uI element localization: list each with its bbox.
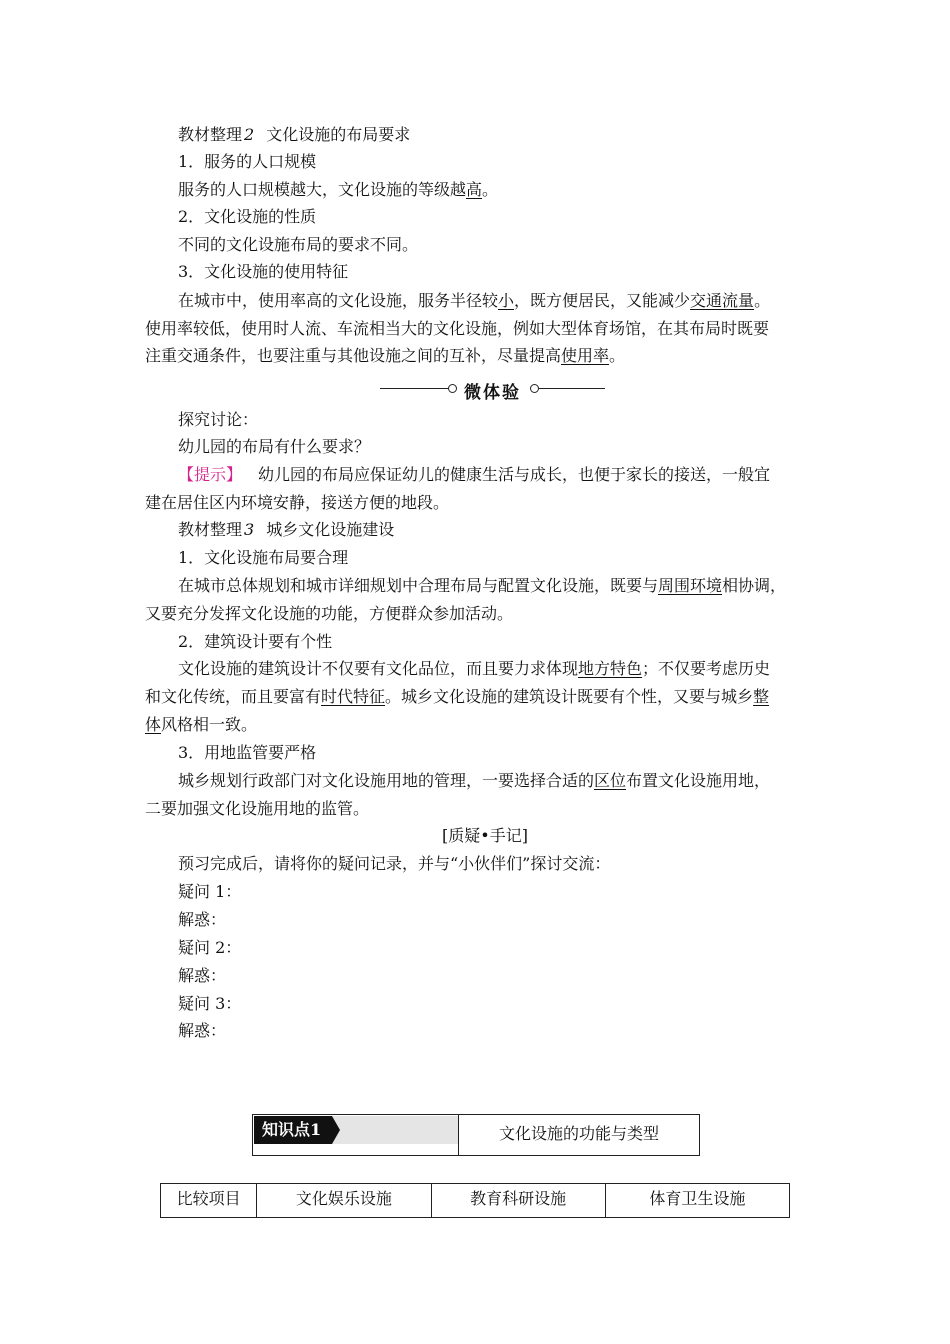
knowledge-point-title: 文化设施的功能与类型 — [498, 1124, 659, 1143]
paragraph-line — [178, 659, 770, 679]
divider-dot-right — [530, 384, 539, 393]
section-number: 2 — [244, 125, 255, 144]
section-3-heading — [178, 520, 394, 540]
paragraph-line — [178, 771, 770, 791]
note-item: 疑问 3： — [178, 994, 242, 1013]
divider-rule-right — [539, 388, 605, 389]
text-run: 布置文化设施用地， — [626, 771, 771, 790]
text-run: 。 — [609, 346, 626, 365]
table-header-cell: 教育科研设施 — [431, 1184, 605, 1218]
paragraph-line: 二要加强文化设施用地的监管。 — [145, 799, 370, 818]
knowledge-point-box — [252, 1114, 700, 1156]
subheading: 1．文化设施布局要合理 — [178, 548, 349, 567]
paragraph-line — [145, 346, 625, 366]
section-title: 文化设施的布局要求 — [266, 125, 411, 144]
notes-intro: 预习完成后，请将你的疑问记录，并与“小伙伴们”探讨交流： — [178, 854, 611, 873]
section-number: 3 — [244, 520, 255, 539]
table-header-row — [161, 1184, 790, 1218]
note-item: 疑问 1： — [178, 882, 242, 901]
paragraph-line: 使用率较低，使用时人流、车流相当大的文化设施，例如大型体育场馆，在其布局时既要 — [145, 319, 770, 338]
subheading: 1．服务的人口规模 — [178, 152, 317, 171]
text-run: 和文化传统，而且要富有 — [145, 687, 322, 706]
text-run: ；不仅要考虑历史 — [642, 659, 771, 678]
subheading: 2．建筑设计要有个性 — [178, 632, 333, 651]
knowledge-point-label: 知识点1 — [254, 1116, 332, 1144]
comparison-table — [160, 1183, 790, 1218]
paragraph-line: 又要充分发挥文化设施的功能，方便群众参加活动。 — [145, 604, 514, 623]
text-run: 。 — [482, 180, 499, 199]
subheading: 3．用地监管要严格 — [178, 743, 317, 762]
text-run: 。 — [754, 291, 771, 310]
notes-title-text: [质疑•手记] — [442, 826, 528, 845]
underlined-answer: 交通流量 — [690, 291, 755, 310]
paragraph-line — [145, 687, 769, 707]
note-item: 解惑： — [178, 1021, 227, 1040]
tip-line: 建在居住区内环境安静，接送方便的地段。 — [145, 493, 450, 512]
paragraph-line — [145, 715, 257, 735]
text-run: 在城市总体规划和城市详细规划中合理布局与配置文化设施，既要与 — [178, 576, 659, 595]
text-run: ，既方便居民，又能减少 — [514, 291, 691, 310]
paragraph — [178, 180, 498, 200]
note-item: 解惑： — [178, 966, 227, 985]
tip-label: 【提示】 — [178, 465, 243, 484]
explore-question: 幼儿园的布局有什么要求？ — [178, 437, 371, 456]
tip-text: 幼儿园的布局应保证幼儿的健康生活与成长，也便于家长的接送，一般宜 — [258, 465, 771, 484]
subheading: 2．文化设施的性质 — [178, 207, 317, 226]
note-item: 疑问 2： — [178, 938, 242, 957]
table-header-cell: 体育卫生设施 — [605, 1184, 789, 1218]
text-run: 。城乡文化设施的建筑设计既要有个性，又要与城乡 — [385, 687, 754, 706]
subheading: 3．文化设施的使用特征 — [178, 262, 349, 281]
underlined-answer: 区位 — [594, 771, 627, 790]
text-run: 风格相一致。 — [161, 715, 258, 734]
section-2-heading — [178, 125, 410, 145]
paragraph-line — [178, 291, 770, 311]
tag-arrow-icon — [332, 1116, 340, 1144]
text-run: 在城市中，使用率高的文化设施，服务半径较 — [178, 291, 499, 310]
text-run: 相协调， — [722, 576, 787, 595]
underlined-answer: 使用率 — [561, 346, 610, 365]
underlined-answer: 小 — [498, 291, 515, 310]
underlined-answer: 时代特征 — [321, 687, 386, 706]
underlined-answer: 体 — [145, 715, 162, 734]
note-item: 解惑： — [178, 910, 227, 929]
underlined-answer: 整 — [753, 687, 770, 706]
section-label: 教材整理 — [178, 520, 243, 539]
section-title: 城乡文化设施建设 — [266, 520, 395, 539]
paragraph-line — [178, 576, 786, 596]
underlined-answer: 高 — [466, 180, 483, 199]
tip-line — [178, 465, 770, 485]
explore-label: 探究讨论： — [178, 410, 259, 429]
knowledge-point-tag — [254, 1116, 458, 1144]
divider-title: 微体验 — [464, 383, 521, 403]
section-divider — [380, 377, 605, 401]
text-run: 注重交通条件，也要注重与其他设施之间的互补，尽量提高 — [145, 346, 562, 365]
text-run: 文化设施的建筑设计不仅要有文化品位，而且要力求体现 — [178, 659, 579, 678]
table-header-cell: 文化娱乐设施 — [257, 1184, 431, 1218]
table-header-cell: 比较项目 — [161, 1184, 257, 1218]
paragraph: 不同的文化设施布局的要求不同。 — [178, 235, 419, 254]
text-run: 服务的人口规模越大，文化设施的等级越 — [178, 180, 467, 199]
text-run: 城乡规划行政部门对文化设施用地的管理，一要选择合适的 — [178, 771, 595, 790]
notes-title — [0, 826, 950, 846]
underlined-answer: 地方特色 — [578, 659, 643, 678]
section-label: 教材整理 — [178, 125, 243, 144]
underlined-answer: 周围环境 — [658, 576, 723, 595]
